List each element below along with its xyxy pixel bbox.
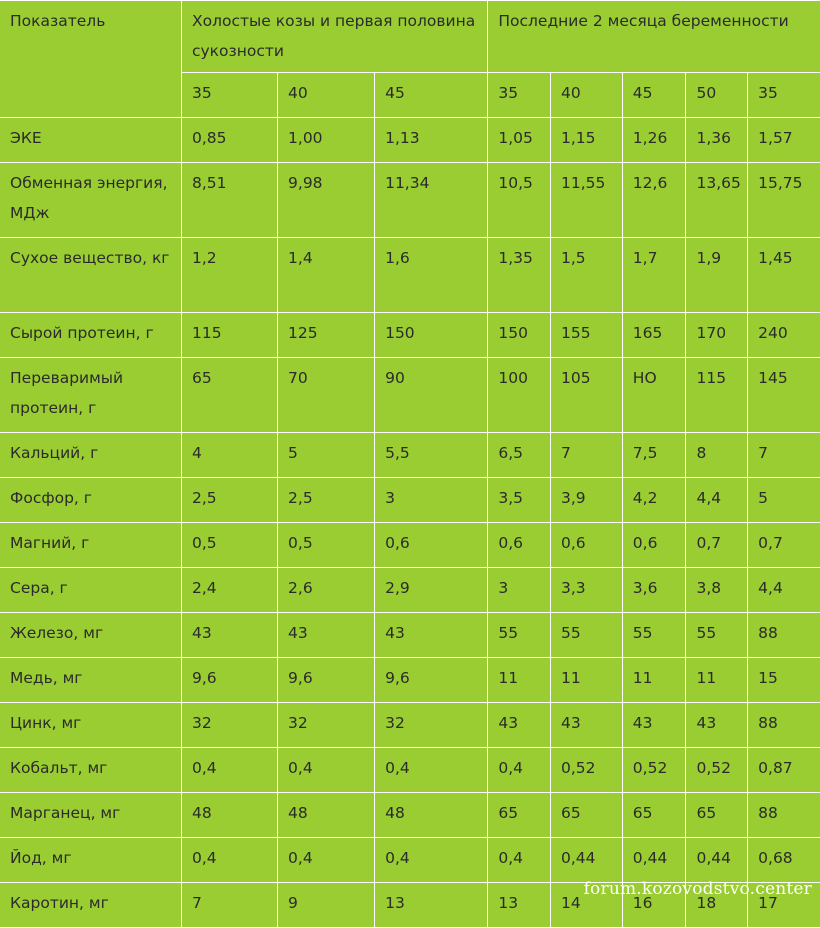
value-cell: 17	[748, 883, 820, 928]
value-cell: 155	[551, 313, 623, 358]
value-cell: 9,6	[375, 658, 488, 703]
value-cell: 5	[278, 433, 375, 478]
value-cell: 7	[181, 883, 277, 928]
table-row	[0, 523, 820, 568]
value-cell: 1,45	[748, 238, 820, 313]
value-cell: 2,6	[278, 568, 375, 613]
weight-header: 50	[686, 73, 748, 118]
value-cell: 70	[278, 358, 375, 433]
value-cell: 1,6	[375, 238, 488, 313]
value-cell: 0,52	[622, 748, 686, 793]
value-cell: 43	[375, 613, 488, 658]
value-cell: 0,4	[278, 748, 375, 793]
value-cell: 15,75	[748, 163, 820, 238]
value-cell: 0,44	[686, 838, 748, 883]
value-cell: 0,5	[278, 523, 375, 568]
value-cell: 55	[488, 613, 551, 658]
value-cell: 1,2	[181, 238, 277, 313]
value-cell: 4,4	[686, 478, 748, 523]
value-cell: 0,4	[181, 838, 277, 883]
value-cell: 0,4	[488, 838, 551, 883]
value-cell: 105	[551, 358, 623, 433]
value-cell: 0,6	[375, 523, 488, 568]
weight-header: 35	[181, 73, 277, 118]
value-cell: 32	[278, 703, 375, 748]
weight-header: 40	[551, 73, 623, 118]
value-cell: 0,68	[748, 838, 820, 883]
value-cell: 65	[181, 358, 277, 433]
value-cell: 0,87	[748, 748, 820, 793]
value-cell: 1,00	[278, 118, 375, 163]
value-cell: 145	[748, 358, 820, 433]
group-header-nonpregnant: Холостые козы и первая половина сукозности	[181, 1, 487, 73]
table-row	[0, 748, 820, 793]
value-cell: 9,6	[278, 658, 375, 703]
value-cell: 100	[488, 358, 551, 433]
value-cell: 2,9	[375, 568, 488, 613]
row-label: Сухое вещество, кг	[0, 238, 181, 313]
value-cell: 0,7	[686, 523, 748, 568]
value-cell: 0,5	[181, 523, 277, 568]
weight-header: 45	[622, 73, 686, 118]
value-cell: 2,4	[181, 568, 277, 613]
value-cell: 3,8	[686, 568, 748, 613]
value-cell: 11,34	[375, 163, 488, 238]
value-cell: 43	[686, 703, 748, 748]
table-body	[0, 118, 820, 928]
value-cell: 6,5	[488, 433, 551, 478]
table-row	[0, 568, 820, 613]
value-cell: 115	[686, 358, 748, 433]
table-row	[0, 313, 820, 358]
value-cell: 12,6	[622, 163, 686, 238]
row-label: Фосфор, г	[0, 478, 181, 523]
value-cell: 48	[278, 793, 375, 838]
value-cell: 0,6	[622, 523, 686, 568]
row-label: Кобальт, мг	[0, 748, 181, 793]
value-cell: 11	[551, 658, 623, 703]
value-cell: 4,4	[748, 568, 820, 613]
value-cell: 43	[622, 703, 686, 748]
value-cell: 65	[686, 793, 748, 838]
weight-header: 45	[375, 73, 488, 118]
table-row	[0, 163, 820, 238]
weight-header: 35	[748, 73, 820, 118]
value-cell: 1,5	[551, 238, 623, 313]
value-cell: 55	[686, 613, 748, 658]
value-cell: 0,85	[181, 118, 277, 163]
value-cell: 3,3	[551, 568, 623, 613]
value-cell: 0,44	[622, 838, 686, 883]
weight-header: 40	[278, 73, 375, 118]
value-cell: 0,44	[551, 838, 623, 883]
value-cell: 0,7	[748, 523, 820, 568]
value-cell: 65	[551, 793, 623, 838]
table-row	[0, 703, 820, 748]
value-cell: 1,05	[488, 118, 551, 163]
value-cell: 11	[488, 658, 551, 703]
indicator-header: Показатель	[0, 1, 181, 118]
row-label: Марганец, мг	[0, 793, 181, 838]
value-cell: 2,5	[278, 478, 375, 523]
row-label: Обменная энергия, МДж	[0, 163, 181, 238]
value-cell: 125	[278, 313, 375, 358]
table-row	[0, 433, 820, 478]
watermark: forum.kozovodstvo.center	[583, 879, 812, 899]
row-label: ЭКЕ	[0, 118, 181, 163]
value-cell: 14	[551, 883, 623, 928]
value-cell: 0,52	[551, 748, 623, 793]
value-cell: 150	[488, 313, 551, 358]
value-cell: 2,5	[181, 478, 277, 523]
value-cell: 0,4	[375, 748, 488, 793]
value-cell: 11	[686, 658, 748, 703]
value-cell: 32	[375, 703, 488, 748]
value-cell: 0,4	[375, 838, 488, 883]
value-cell: 88	[748, 703, 820, 748]
row-label: Йод, мг	[0, 838, 181, 883]
value-cell: 3	[488, 568, 551, 613]
row-label: Медь, мг	[0, 658, 181, 703]
value-cell: 3,5	[488, 478, 551, 523]
group-header-late-pregnancy: Последние 2 месяца беременности	[488, 1, 820, 73]
value-cell: 4	[181, 433, 277, 478]
value-cell: 240	[748, 313, 820, 358]
value-cell: 0,6	[488, 523, 551, 568]
value-cell: 9	[278, 883, 375, 928]
value-cell: 1,15	[551, 118, 623, 163]
value-cell: 48	[375, 793, 488, 838]
value-cell: 48	[181, 793, 277, 838]
value-cell: 1,7	[622, 238, 686, 313]
value-cell: 18	[686, 883, 748, 928]
value-cell: 0,4	[181, 748, 277, 793]
value-cell: 1,13	[375, 118, 488, 163]
value-cell: 65	[622, 793, 686, 838]
value-cell: 9,6	[181, 658, 277, 703]
value-cell: 3	[375, 478, 488, 523]
value-cell: 13,65	[686, 163, 748, 238]
value-cell: 7	[551, 433, 623, 478]
value-cell: 43	[181, 613, 277, 658]
value-cell: 55	[622, 613, 686, 658]
value-cell: 0,4	[488, 748, 551, 793]
table-row	[0, 613, 820, 658]
value-cell: 13	[488, 883, 551, 928]
value-cell: 7,5	[622, 433, 686, 478]
table-row	[0, 658, 820, 703]
value-cell: 0,4	[278, 838, 375, 883]
value-cell: 15	[748, 658, 820, 703]
value-cell: 11	[622, 658, 686, 703]
value-cell: 16	[622, 883, 686, 928]
row-label: Переваримый протеин, г	[0, 358, 181, 433]
table-row	[0, 118, 820, 163]
table-row	[0, 478, 820, 523]
value-cell: 11,55	[551, 163, 623, 238]
value-cell: 43	[551, 703, 623, 748]
value-cell: 43	[488, 703, 551, 748]
value-cell: 32	[181, 703, 277, 748]
value-cell: 150	[375, 313, 488, 358]
value-cell: 1,26	[622, 118, 686, 163]
value-cell: 8	[686, 433, 748, 478]
value-cell: 1,9	[686, 238, 748, 313]
value-cell: 115	[181, 313, 277, 358]
value-cell: 7	[748, 433, 820, 478]
value-cell: 65	[488, 793, 551, 838]
value-cell: 5	[748, 478, 820, 523]
value-cell: 8,51	[181, 163, 277, 238]
value-cell: 165	[622, 313, 686, 358]
weight-header: 35	[488, 73, 551, 118]
value-cell: 9,98	[278, 163, 375, 238]
value-cell: 1,4	[278, 238, 375, 313]
value-cell: 10,5	[488, 163, 551, 238]
table-row	[0, 838, 820, 883]
value-cell: 0,52	[686, 748, 748, 793]
row-label: Железо, мг	[0, 613, 181, 658]
table-row	[0, 793, 820, 838]
value-cell: 1,35	[488, 238, 551, 313]
value-cell: 88	[748, 793, 820, 838]
row-label: Сырой протеин, г	[0, 313, 181, 358]
value-cell: 1,57	[748, 118, 820, 163]
value-cell: 88	[748, 613, 820, 658]
value-cell: 3,9	[551, 478, 623, 523]
row-label: Цинк, мг	[0, 703, 181, 748]
value-cell: 1,36	[686, 118, 748, 163]
value-cell: 90	[375, 358, 488, 433]
value-cell: 0,6	[551, 523, 623, 568]
value-cell: 170	[686, 313, 748, 358]
value-cell: НО	[622, 358, 686, 433]
value-cell: 4,2	[622, 478, 686, 523]
row-label: Кальций, г	[0, 433, 181, 478]
row-label: Магний, г	[0, 523, 181, 568]
value-cell: 5,5	[375, 433, 488, 478]
table-row	[0, 238, 820, 313]
value-cell: 3,6	[622, 568, 686, 613]
row-label: Каротин, мг	[0, 883, 181, 928]
value-cell: 13	[375, 883, 488, 928]
value-cell: 55	[551, 613, 623, 658]
value-cell: 43	[278, 613, 375, 658]
row-label: Сера, г	[0, 568, 181, 613]
table-row	[0, 358, 820, 433]
